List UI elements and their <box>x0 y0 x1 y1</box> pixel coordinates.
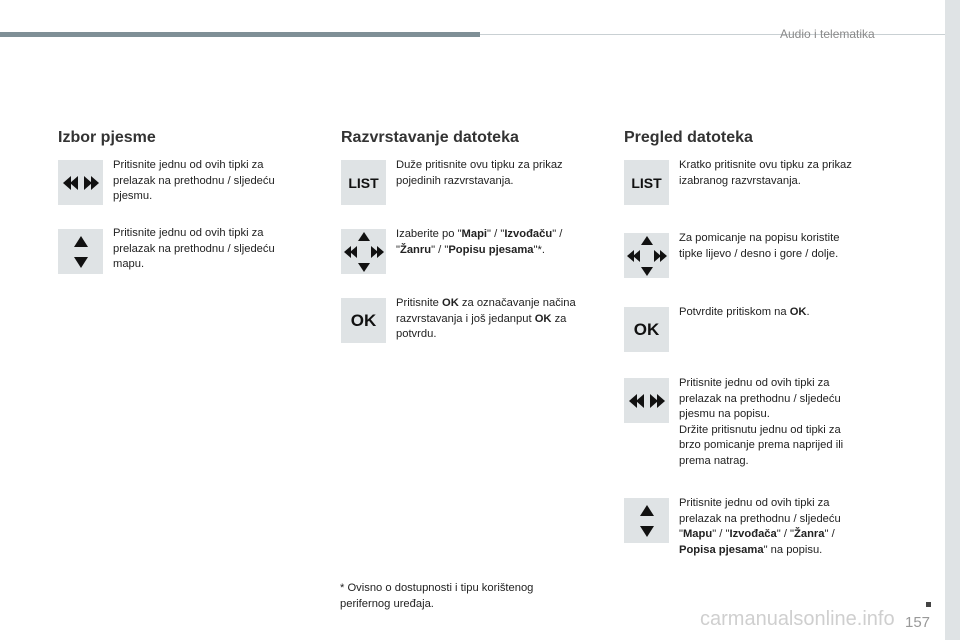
header-rule-thin <box>480 34 945 35</box>
dpad-arrows-icon <box>625 234 669 278</box>
list-key-icon <box>341 160 386 205</box>
text-run: " / " <box>776 528 795 540</box>
up-down-icon <box>58 229 103 274</box>
text-bold: Žanru <box>399 243 432 256</box>
text-run: " na popisu. <box>763 543 823 556</box>
ok-key-icon <box>624 307 669 352</box>
browsing-desc-5 <box>679 496 864 558</box>
side-strip <box>945 0 960 640</box>
text-run: " / <box>824 528 835 540</box>
text-run: " / " <box>487 228 505 240</box>
text-run: . <box>806 306 810 318</box>
four-way-arrows-icon <box>341 229 386 274</box>
prev-next-icon <box>58 160 103 205</box>
text-run: za potvrdu. <box>396 312 567 340</box>
text-run: Pritisnite jednu od ovih tipki za prelazak na prethodnu / sljedeću " <box>679 497 841 540</box>
sorting-desc-1: Duže pritisnite ovu tipku za prikaz pojedinih razvrstavanja. <box>396 159 563 187</box>
text-bold: Popisu pjesama <box>448 243 534 256</box>
prev-next-icon <box>624 378 669 423</box>
list-key-label: LIST <box>348 174 379 191</box>
text-bold: Izvođaču <box>504 228 553 240</box>
text-bold: Mapu <box>682 528 713 540</box>
sorting-desc-2 <box>396 227 581 258</box>
text-bold: Izvođača <box>729 528 777 540</box>
ok-key-icon <box>341 298 386 343</box>
four-way-arrows-icon <box>624 233 669 278</box>
text-bold: Žanra <box>794 528 825 540</box>
watermark: carmanualsonline.info <box>700 608 895 630</box>
text-bold: OK <box>442 297 459 309</box>
text-bold: OK <box>534 312 552 325</box>
text-bold: Popisa pjesama <box>679 543 764 556</box>
song-selection-desc-2: Pritisnite jednu od ovih tipki za prelazak na prethodnu / sljedeću mapu. <box>113 227 275 270</box>
text-run: " / " <box>431 243 449 256</box>
ok-key-label: OK <box>350 310 377 330</box>
list-key-icon <box>624 160 669 205</box>
arrow-up-down-icon <box>71 234 91 270</box>
browsing-desc-4-line2: Držite pritisnutu jednu od tipki za brzo pomicanje prema naprijed ili prema natrag. <box>679 423 844 467</box>
header-rule <box>0 32 480 37</box>
up-down-icon <box>624 498 669 543</box>
column-title-sorting-files: Razvrstavanje datoteka <box>341 129 519 146</box>
text-run: Pritisnite <box>396 297 443 309</box>
text-run: " / " <box>712 528 730 540</box>
dpad-arrows-icon <box>342 230 386 274</box>
section-title: Audio i telematika <box>780 27 875 41</box>
text-run: za označavanje načina razvrstavanja i još jedanput <box>396 297 576 325</box>
list-key-label: LIST <box>631 174 662 191</box>
text-run: Potvrdite pritiskom na <box>679 306 790 318</box>
page-marker <box>926 602 931 607</box>
arrow-up-down-icon <box>637 503 657 539</box>
column-title-browsing-files: Pregled datoteka <box>624 129 753 146</box>
browsing-desc-4 <box>679 376 864 469</box>
browsing-desc-4-line1: Pritisnite jednu od ovih tipki za prelazak na prethodnu / sljedeću pjesmu na popisu. <box>679 377 841 420</box>
text-bold: OK <box>789 306 807 318</box>
page-number: 157 <box>905 614 931 631</box>
browsing-desc-2: Za pomicanje na popisu koristite tipke lijevo / desno i gore / dolje. <box>679 232 840 260</box>
text-run: "*. <box>533 243 545 256</box>
sorting-desc-3 <box>396 296 581 343</box>
text-bold: Mapi <box>461 228 488 240</box>
ok-key-label: OK <box>633 319 660 339</box>
footnote: * Ovisno o dostupnosti i tipu korištenog perifernog uređaja. <box>340 582 534 610</box>
rewind-forward-icon <box>61 173 101 193</box>
browsing-desc-3 <box>679 305 864 321</box>
browsing-desc-1: Kratko pritisnite ovu tipku za prikaz izabranog razvrstavanja. <box>679 159 852 187</box>
text-run: " / " <box>396 228 563 256</box>
column-title-song-selection: Izbor pjesme <box>58 129 156 146</box>
song-selection-desc-1: Pritisnite jednu od ovih tipki za prelazak na prethodnu / sljedeću pjesmu. <box>113 159 275 202</box>
text-run: Izaberite po " <box>396 228 462 240</box>
rewind-forward-icon <box>627 391 667 411</box>
